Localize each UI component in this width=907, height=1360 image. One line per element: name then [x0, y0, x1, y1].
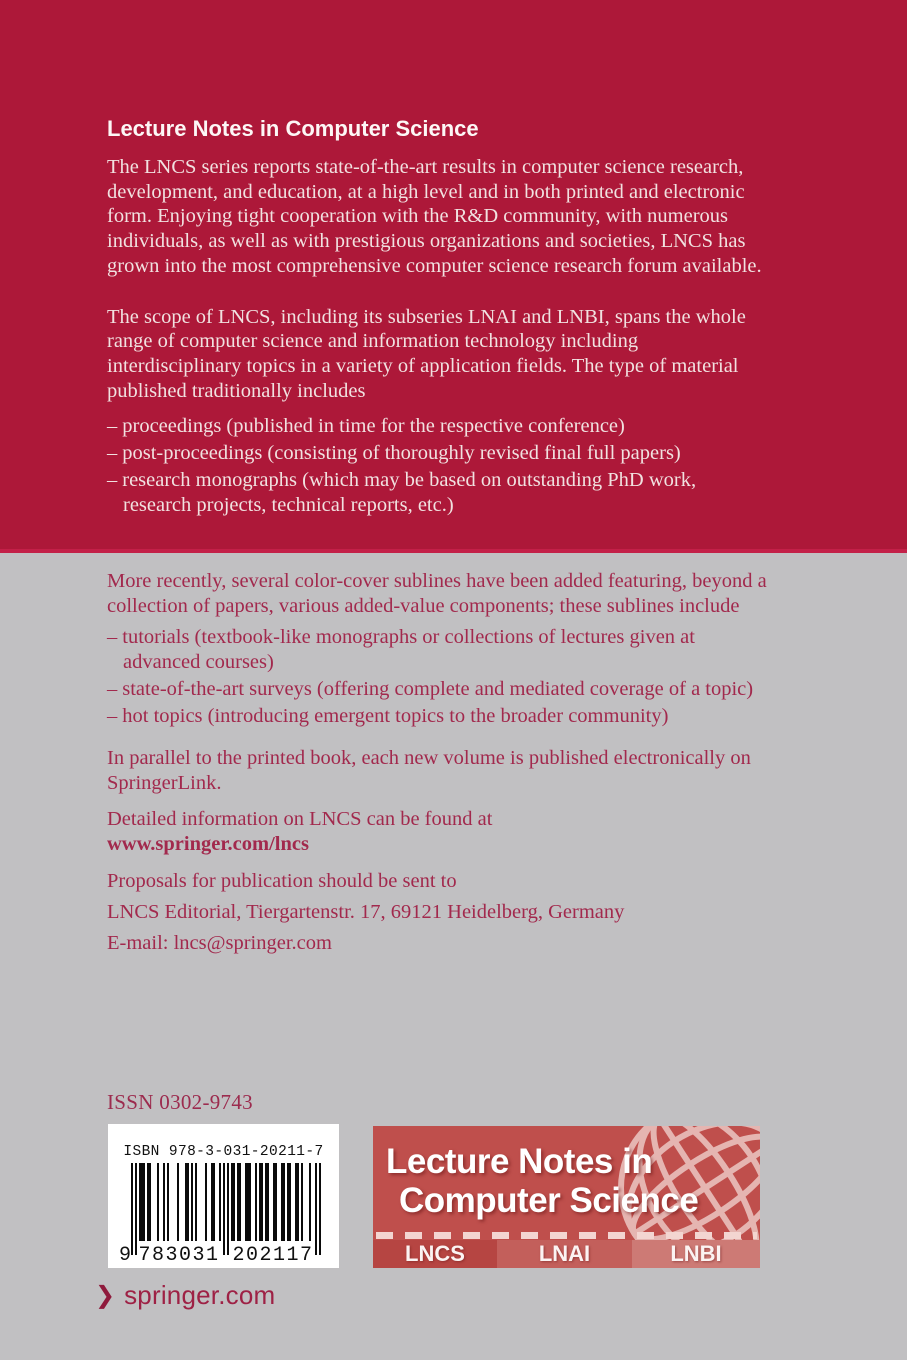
sublines-list	[107, 625, 763, 729]
series-description-block	[107, 116, 807, 520]
list-item	[107, 677, 763, 702]
subline-segment	[497, 1240, 632, 1268]
subline-label: LNCS	[405, 1241, 465, 1266]
isbn-barcode-box	[108, 1124, 339, 1268]
lncs-url-line	[107, 832, 817, 857]
chevron-right-icon: ❯	[95, 1281, 116, 1309]
detailed-info-line: Detailed information on LNCS can be found at	[107, 807, 493, 830]
lncs-logo-box	[373, 1126, 760, 1268]
list-item-text: hot topics (introducing emergent topics to the broader community)	[122, 705, 669, 728]
list-item-text: research monographs (which may be based on outstanding PhD work, research projects, technical reports, etc.)	[122, 469, 697, 517]
list-item-text: post-proceedings (consisting of thoroughly revised final full papers)	[122, 442, 681, 465]
logo-title-line2: Computer Science	[399, 1181, 699, 1220]
email-line	[107, 931, 817, 956]
list-item-text: state-of-the-art surveys (offering complete and mediated coverage of a topic)	[122, 678, 754, 701]
logo-dashed-divider	[376, 1232, 757, 1239]
barcode-digits-right: 202117	[231, 1244, 314, 1263]
list-item	[107, 441, 769, 466]
ean13-barcode	[117, 1163, 331, 1263]
top-crimson-band	[0, 0, 907, 553]
email-link[interactable]: E-mail: lncs@springer.com	[107, 931, 332, 954]
subline-label: LNBI	[670, 1241, 722, 1266]
bullet-dash: –	[107, 678, 118, 701]
sublines-paragraph: More recently, several color-cover sublines have been added featuring, beyond a collection of papers, various added-value components; these sublines include	[107, 570, 767, 617]
list-item-text: tutorials (textbook-like monographs or collections of lectures given at advanced courses)	[122, 626, 695, 674]
issn-number: ISSN 0302-9743	[107, 1090, 253, 1114]
logo-title	[386, 1142, 698, 1220]
bullet-dash: –	[107, 415, 118, 438]
bullet-dash: –	[107, 469, 118, 492]
series-paragraph-1: The LNCS series reports state-of-the-art results in computer science research, development, and education, at a high level and in both printed and electronic form. Enjoying tight cooperation with the R&D community, with numerous individuals, as well as with prestigious organizations and societies, LNCS has grown into the most comprehensive computer science research forum available.	[107, 156, 762, 277]
list-item-text: proceedings (published in time for the respective conference)	[122, 415, 625, 438]
logo-sublines-row	[373, 1240, 760, 1268]
barcode-digit-lead: 9	[118, 1244, 133, 1263]
subline-segment	[632, 1240, 760, 1268]
proposals-line: Proposals for publication should be sent to	[107, 870, 457, 893]
lncs-url-link[interactable]: www.springer.com/lncs	[107, 832, 309, 855]
springerlink-paragraph: In parallel to the printed book, each new volume is published electronically on SpringerLink.	[107, 747, 751, 795]
springer-site-label: springer.com	[124, 1280, 276, 1310]
list-item	[107, 704, 763, 729]
sublines-info-block	[107, 569, 817, 955]
logo-title-line1: Lecture Notes in	[386, 1142, 653, 1181]
subline-label: LNAI	[538, 1241, 591, 1266]
bullet-dash: –	[107, 705, 118, 728]
barcode-bars	[131, 1163, 321, 1255]
springer-site-link[interactable]	[95, 1280, 275, 1311]
bullet-dash: –	[107, 442, 118, 465]
list-item	[107, 414, 769, 439]
list-item	[107, 625, 763, 675]
isbn-number-label: ISBN 978-3-031-20211-7	[123, 1144, 324, 1160]
barcode-digits-left: 783031	[137, 1244, 220, 1263]
publication-types-list	[107, 414, 769, 518]
series-heading: Lecture Notes in Computer Science	[107, 116, 479, 141]
list-item	[107, 468, 769, 518]
bullet-dash: –	[107, 626, 118, 649]
subline-segment	[373, 1240, 497, 1268]
series-paragraph-2: The scope of LNCS, including its subseries LNAI and LNBI, spans the whole range of computer science and information technology including interdisciplinary topics in a variety of application fields. The type of material published traditionally includes	[107, 305, 746, 402]
editorial-address-line: LNCS Editorial, Tiergartenstr. 17, 69121 Heidelberg, Germany	[107, 900, 625, 923]
